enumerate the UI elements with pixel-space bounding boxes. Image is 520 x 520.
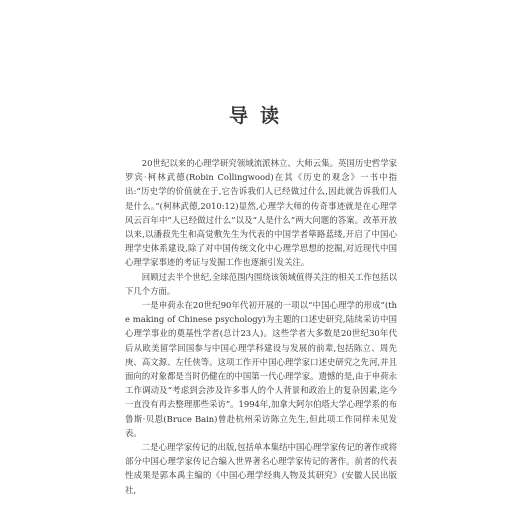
page-title: 导读 xyxy=(228,105,291,127)
paragraph-2: 回顾过去半个世纪,全球范围内围绕该领域值得关注的相关工作包括以下几个方面。 xyxy=(125,271,397,296)
body-text xyxy=(125,156,397,497)
paragraph-3: 一是申荷永在20世纪90年代初开展的一项以“中国心理学的形成”(the making of Chinese psychology)为主题的口述史研究,陆续采访中国心理学事业的奠基性学者(总计23人)。这些学者大多数是20世纪30年代后从欧美留学回国参与中国心理学科建设与发展的前辈,包括陈立、周先庚、高文源、左任侠等。这项工作开中国心理学家口述史研究之先河,并且面向的对象都是当时仍健在的中国第一代心理学家。遗憾的是,由于申荷永工作调动及“考虑到会涉及许多事人的个人背景和政治上的复杂因素,迄今一直没有再去整理那些采访”。1994年,加拿大阿尔伯塔大学心理学系的布鲁斯·贝恩(Bruce Bain)曾赴杭州采访陈立先生,但此项工作同样未见发表。 xyxy=(125,300,397,438)
paragraph-1: 20世纪以来的心理学研究领域流派林立、大师云集。英国历史哲学家罗宾·柯林武德(Robin Collingwood)在其《历史的观念》一书中指出:“历史学的价值就在于,它告诉我们人已经做过什么,因此就告诉我们人是什么。”(柯林武德,2010:12)显然,心理学大师的传奇事迹就是在心理学风云百年中“人已经做过什么”以及“人是什么”两大问题的答案。改革开放以来,以潘菽先生和高觉敷先生为代表的中国学者筚路蓝缕,开启了中国心理学史体系建设,除了对中国传统文化中心理学思想的挖掘,对近现代中国心理学家事迹的考证与发掘工作也逐渐引发关注。 xyxy=(125,158,397,268)
paragraph-4: 二是心理学家传记的出版,包括单本集结中国心理学家传记的著作或将部分中国心理学家传记合编入世界著名心理学家传记的著作。前者的代表性成果是郭本禹主编的《中国心理学经典人物及其研究》(安徽人民出版社, xyxy=(125,442,397,495)
